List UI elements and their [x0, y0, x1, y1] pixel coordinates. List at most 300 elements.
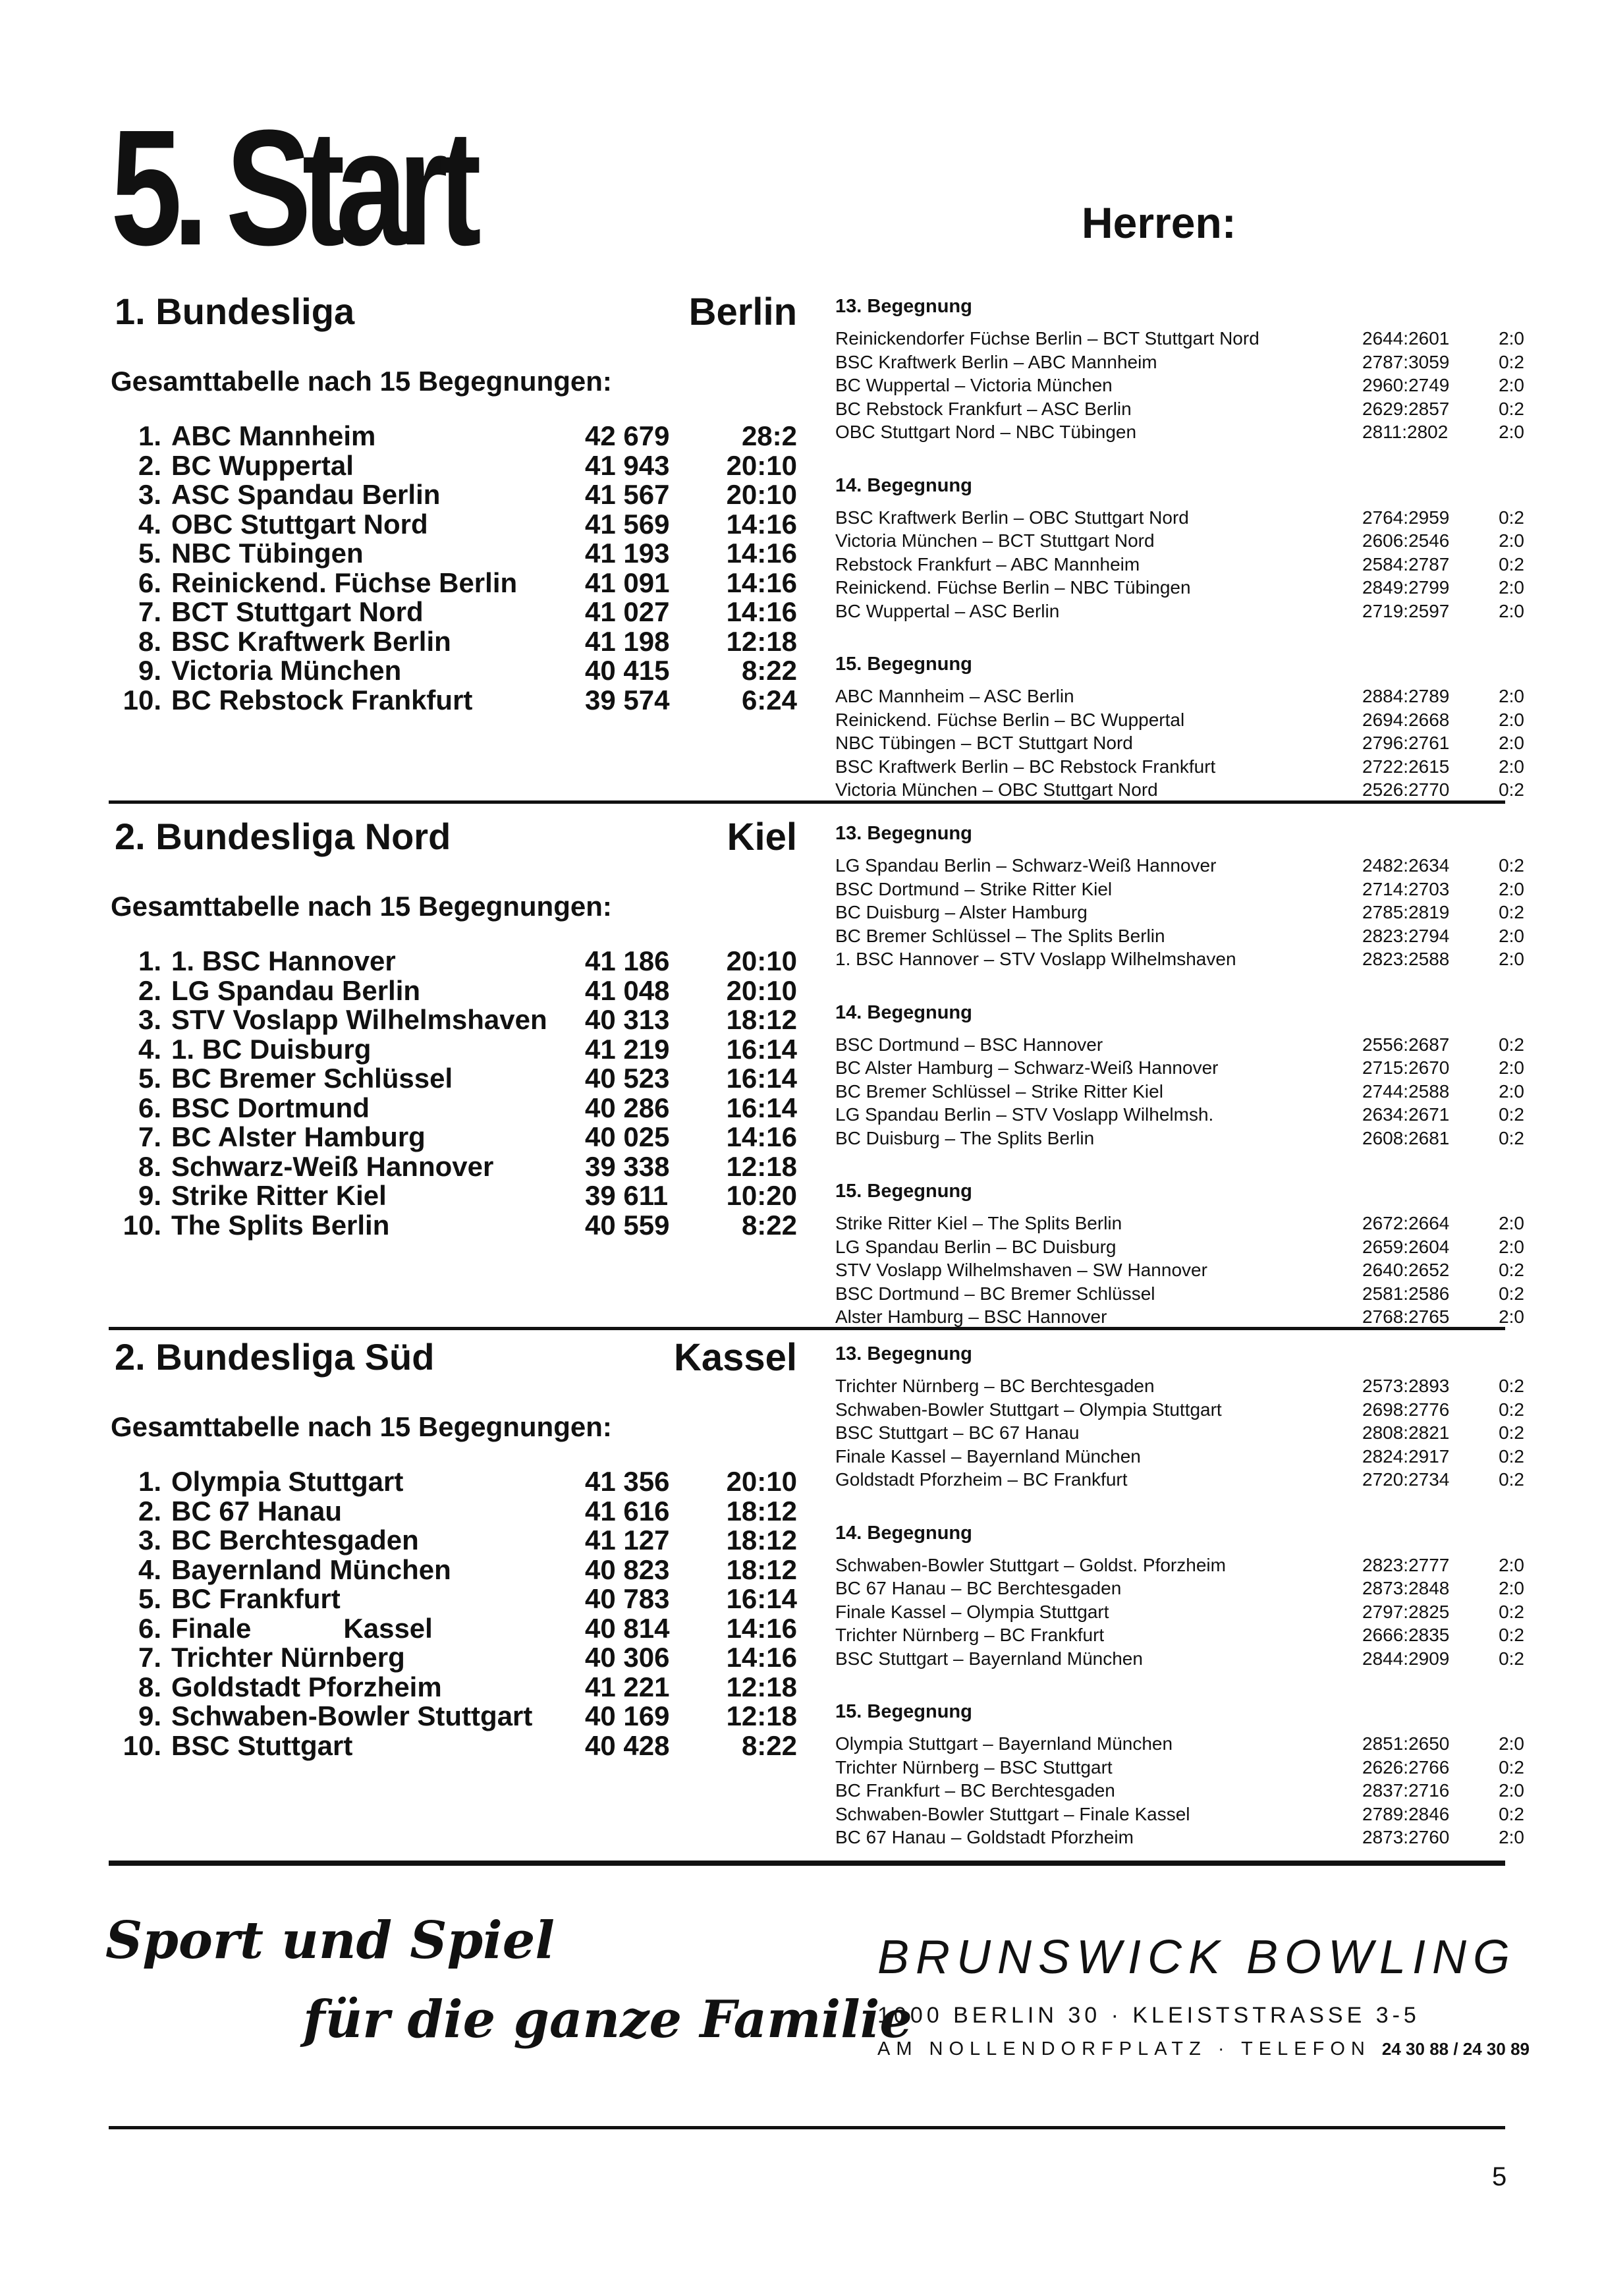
points: 8:22	[741, 1729, 797, 1761]
match-pins: 2482:2634	[1362, 855, 1450, 876]
standings-row	[105, 1211, 797, 1241]
round-title: 15. Begegnung	[835, 1181, 972, 1202]
standings-row	[105, 1497, 797, 1526]
team-name: The Splits Berlin	[171, 1209, 390, 1241]
round-title: 14. Begegnung	[835, 474, 972, 496]
points: 16:14	[726, 1583, 797, 1614]
round-block	[835, 1178, 1524, 1330]
rank: 1.	[138, 1466, 161, 1497]
match-teams: BC Bremer Schlüssel – Strike Ritter Kiel	[835, 1080, 1163, 1102]
match-result: 2:0	[1499, 1057, 1524, 1078]
match-result: 0:2	[1499, 779, 1524, 800]
rank: 3.	[138, 1525, 161, 1555]
match-result: 0:2	[1499, 1422, 1524, 1443]
points: 18:12	[726, 1525, 797, 1555]
round-title: 14. Begegnung	[835, 1522, 972, 1544]
round-block	[835, 1341, 1524, 1492]
standings-row	[105, 686, 797, 715]
match-pins: 2698:2776	[1362, 1399, 1450, 1420]
match-row	[835, 709, 1524, 733]
section-heading: Herren:	[1082, 198, 1236, 247]
team-name: BC Rebstock Frankfurt	[171, 684, 473, 715]
match-result: 0:2	[1499, 1648, 1524, 1669]
round-block	[835, 1698, 1524, 1850]
match-pins: 2719:2597	[1362, 600, 1450, 621]
match-result: 0:2	[1499, 1803, 1524, 1824]
standings-row	[105, 510, 797, 540]
match-teams: BC Duisburg – The Splits Berlin	[835, 1127, 1095, 1148]
total-pins: 40 415	[585, 655, 670, 686]
match-result: 0:2	[1499, 1376, 1524, 1396]
match-pins: 2629:2857	[1362, 398, 1450, 419]
rank: 10.	[123, 684, 161, 715]
match-row	[835, 1080, 1524, 1104]
match-pins: 2797:2825	[1362, 1601, 1450, 1622]
points: 14:16	[726, 567, 797, 598]
points: 14:16	[726, 596, 797, 627]
team-name: Schwaben-Bowler Stuttgart	[171, 1700, 533, 1731]
total-pins: 40 306	[585, 1642, 670, 1673]
match-row	[835, 530, 1524, 553]
standings-row	[105, 656, 797, 686]
team-name: BSC Dortmund	[171, 1092, 370, 1123]
total-pins: 39 338	[585, 1150, 670, 1182]
match-pins: 2764:2959	[1362, 507, 1450, 528]
standings-row	[105, 1094, 797, 1123]
match-row	[835, 685, 1524, 709]
match-teams: Schwaben-Bowler Stuttgart – Olympia Stuttgart	[835, 1399, 1222, 1420]
total-pins: 41 569	[585, 508, 670, 540]
total-pins: 41 943	[585, 449, 670, 481]
match-result: 2:0	[1499, 1827, 1524, 1847]
rank: 4.	[138, 508, 161, 540]
match-pins: 2844:2909	[1362, 1648, 1450, 1669]
round-block	[835, 651, 1524, 802]
round-block	[835, 1520, 1524, 1671]
match-row	[835, 1104, 1524, 1127]
match-pins: 2556:2687	[1362, 1034, 1450, 1055]
standings-table	[105, 422, 797, 715]
standings-row	[105, 976, 797, 1006]
match-pins: 2796:2761	[1362, 733, 1450, 753]
match-row	[835, 1469, 1524, 1492]
total-pins: 39 611	[585, 1180, 669, 1211]
match-pins: 2873:2848	[1362, 1578, 1450, 1598]
standings-row	[105, 451, 797, 481]
team-name: NBC Tübingen	[171, 538, 364, 569]
league-rounds	[835, 820, 1524, 1357]
match-result: 2:0	[1499, 1236, 1524, 1257]
match-result: 2:0	[1499, 756, 1524, 777]
standings-table	[105, 1467, 797, 1760]
round-title: 13. Begegnung	[835, 823, 972, 844]
match-teams: BC 67 Hanau – Goldstadt Pforzheim	[835, 1827, 1134, 1847]
page-number: 5	[1492, 2162, 1507, 2191]
team-name: OBC Stuttgart Nord	[171, 508, 428, 540]
standings-row	[105, 1152, 797, 1182]
match-result: 2:0	[1499, 1733, 1524, 1754]
total-pins: 40 559	[585, 1209, 670, 1241]
match-result: 0:2	[1499, 1756, 1524, 1778]
match-teams: BC 67 Hanau – BC Berchtesgaden	[835, 1578, 1122, 1598]
match-pins: 2873:2760	[1362, 1827, 1450, 1847]
total-pins: 40 169	[585, 1700, 670, 1731]
round-title: 14. Begegnung	[835, 1001, 972, 1023]
match-pins: 2720:2734	[1362, 1469, 1450, 1490]
match-pins: 2672:2664	[1362, 1213, 1450, 1233]
rank: 10.	[123, 1729, 161, 1761]
standings-row	[105, 1702, 797, 1731]
match-pins: 2715:2670	[1362, 1057, 1450, 1078]
advert-address: 1000 BERLIN 30 · KLEISTSTRASSE 3-5	[877, 2003, 1420, 2028]
league-header	[105, 1335, 797, 1395]
points: 28:2	[741, 420, 797, 451]
match-teams: Goldstadt Pforzheim – BC Frankfurt	[835, 1469, 1128, 1490]
match-pins: 2849:2799	[1362, 577, 1450, 598]
team-name: Reinickend. Füchse Berlin	[171, 567, 518, 598]
total-pins: 40 313	[585, 1004, 670, 1035]
match-result: 0:2	[1499, 1104, 1524, 1125]
round-title: 15. Begegnung	[835, 654, 972, 675]
league-header	[105, 290, 797, 349]
match-row	[835, 1733, 1524, 1756]
league-name: 1. Bundesliga	[115, 291, 355, 332]
match-result: 2:0	[1499, 577, 1524, 598]
total-pins: 40 523	[585, 1063, 670, 1094]
standings-row	[105, 947, 797, 976]
match-teams: BSC Kraftwerk Berlin – OBC Stuttgart Nord	[835, 507, 1189, 528]
points: 18:12	[726, 1495, 797, 1526]
match-teams: Schwaben-Bowler Stuttgart – Goldst. Pforzheim	[835, 1554, 1226, 1575]
match-teams: 1. BSC Hannover – STV Voslapp Wilhelmshaven	[835, 949, 1236, 969]
points: 18:12	[726, 1004, 797, 1035]
match-pins: 2584:2787	[1362, 553, 1450, 574]
match-pins: 2768:2765	[1362, 1306, 1450, 1327]
total-pins: 41 186	[585, 945, 670, 976]
round-block	[835, 293, 1524, 445]
match-teams: BC Duisburg – Alster Hamburg	[835, 902, 1088, 922]
team-name: Goldstadt Pforzheim	[171, 1671, 442, 1702]
match-pins: 2808:2821	[1362, 1422, 1450, 1443]
standings-row	[105, 1181, 797, 1211]
rank: 4.	[138, 1554, 161, 1585]
match-teams: Victoria München – BCT Stuttgart Nord	[835, 530, 1155, 551]
standings-row	[105, 1731, 797, 1761]
match-teams: BC Alster Hamburg – Schwarz-Weiß Hannover	[835, 1057, 1219, 1078]
match-row	[835, 1283, 1524, 1306]
standings-row	[105, 1643, 797, 1673]
match-pins: 2694:2668	[1362, 709, 1450, 730]
match-row	[835, 398, 1524, 422]
match-pins: 2744:2588	[1362, 1080, 1450, 1102]
advert-divider-bottom	[109, 2126, 1505, 2129]
match-pins: 2884:2789	[1362, 686, 1450, 706]
total-pins: 41 091	[585, 567, 670, 598]
match-teams: Trichter Nürnberg – BC Frankfurt	[835, 1625, 1105, 1645]
team-name: Trichter Nürnberg	[171, 1642, 405, 1673]
team-name: Strike Ritter Kiel	[171, 1180, 387, 1211]
match-result: 0:2	[1499, 553, 1524, 574]
match-row	[835, 1127, 1524, 1151]
match-row	[835, 421, 1524, 445]
match-pins: 2526:2770	[1362, 779, 1450, 800]
round-title: 13. Begegnung	[835, 1343, 972, 1364]
advert-brand: BRUNSWICK BOWLING	[877, 1931, 1517, 1984]
match-pins: 2659:2604	[1362, 1236, 1450, 1257]
match-teams: BC Rebstock Frankfurt – ASC Berlin	[835, 398, 1132, 419]
match-pins: 2823:2794	[1362, 925, 1450, 946]
points: 14:16	[726, 1121, 797, 1152]
match-result: 0:2	[1499, 1260, 1524, 1280]
match-teams: BSC Stuttgart – BC 67 Hanau	[835, 1422, 1080, 1443]
points: 16:14	[726, 1092, 797, 1123]
match-row	[835, 1624, 1524, 1648]
match-result: 0:2	[1499, 902, 1524, 922]
match-row	[835, 1601, 1524, 1625]
points: 14:16	[726, 1612, 797, 1644]
match-teams: BSC Dortmund – BC Bremer Schlüssel	[835, 1283, 1155, 1304]
match-teams: BSC Kraftwerk Berlin – BC Rebstock Frankfurt	[835, 756, 1216, 777]
total-pins: 39 574	[585, 684, 670, 715]
match-result: 0:2	[1499, 507, 1524, 528]
rank: 5.	[138, 1063, 161, 1094]
match-row	[835, 732, 1524, 756]
total-pins: 41 048	[585, 974, 670, 1006]
rank: 2.	[138, 974, 161, 1006]
points: 14:16	[726, 508, 797, 540]
match-teams: Victoria München – OBC Stuttgart Nord	[835, 779, 1158, 800]
match-result: 2:0	[1499, 709, 1524, 730]
match-row	[835, 854, 1524, 878]
match-result: 2:0	[1499, 1080, 1524, 1102]
match-row	[835, 1306, 1524, 1330]
team-name: Olympia Stuttgart	[171, 1466, 404, 1497]
match-row	[835, 925, 1524, 949]
match-result: 0:2	[1499, 1601, 1524, 1622]
match-row	[835, 1779, 1524, 1803]
standings-row	[105, 1064, 797, 1094]
total-pins: 40 814	[585, 1612, 670, 1644]
round-title: 15. Begegnung	[835, 1701, 972, 1722]
match-teams: BSC Dortmund – Strike Ritter Kiel	[835, 878, 1113, 899]
match-result: 2:0	[1499, 530, 1524, 551]
match-teams: NBC Tübingen – BCT Stuttgart Nord	[835, 733, 1133, 753]
match-teams: Finale Kassel – Bayernland München	[835, 1445, 1141, 1467]
match-result: 2:0	[1499, 1213, 1524, 1233]
standings-row	[105, 1614, 797, 1644]
total-pins: 41 219	[585, 1033, 670, 1065]
rank: 3.	[138, 479, 161, 510]
match-teams: Reinickendorfer Füchse Berlin – BCT Stuttgart Nord	[835, 328, 1259, 349]
league-city: Berlin	[688, 291, 797, 333]
standings-row	[105, 480, 797, 510]
match-row	[835, 1034, 1524, 1057]
match-teams: OBC Stuttgart Nord – NBC Tübingen	[835, 422, 1137, 442]
standings-row	[105, 539, 797, 569]
match-teams: BSC Stuttgart – Bayernland München	[835, 1648, 1143, 1669]
advert-slogan-line2: für die ganze Familie	[303, 1990, 913, 2050]
match-pins: 2789:2846	[1362, 1803, 1450, 1824]
team-name: Victoria München	[171, 655, 402, 686]
match-result: 0:2	[1499, 855, 1524, 876]
points: 18:12	[726, 1554, 797, 1585]
match-pins: 2626:2766	[1362, 1756, 1450, 1778]
match-row	[835, 948, 1524, 972]
match-teams: Reinickend. Füchse Berlin – NBC Tübingen	[835, 577, 1191, 598]
match-row	[835, 1375, 1524, 1399]
match-pins: 2785:2819	[1362, 902, 1450, 922]
team-name: ABC Mannheim	[171, 420, 376, 451]
match-pins: 2634:2671	[1362, 1104, 1450, 1125]
match-row	[835, 1212, 1524, 1236]
team-name: LG Spandau Berlin	[171, 974, 421, 1006]
points: 12:18	[726, 1671, 797, 1702]
match-pins: 2573:2893	[1362, 1376, 1450, 1396]
match-pins: 2787:3059	[1362, 351, 1450, 372]
match-teams: BSC Kraftwerk Berlin – ABC Mannheim	[835, 351, 1157, 372]
team-name: BC Berchtesgaden	[171, 1525, 419, 1555]
round-block	[835, 472, 1524, 624]
match-teams: Alster Hamburg – BSC Hannover	[835, 1306, 1107, 1327]
match-pins: 2608:2681	[1362, 1127, 1450, 1148]
standings-row	[105, 598, 797, 627]
standings-row	[105, 627, 797, 657]
total-pins: 40 025	[585, 1121, 670, 1152]
match-result: 0:2	[1499, 1445, 1524, 1467]
points: 16:14	[726, 1063, 797, 1094]
standings-row	[105, 1123, 797, 1152]
standings-row	[105, 569, 797, 598]
advert-divider-top	[109, 1861, 1505, 1866]
rank: 6.	[138, 1612, 161, 1644]
team-name: BC Frankfurt	[171, 1583, 341, 1614]
rank: 10.	[123, 1209, 161, 1241]
match-teams: BC Frankfurt – BC Berchtesgaden	[835, 1780, 1115, 1801]
total-pins: 41 127	[585, 1525, 670, 1555]
match-teams: Olympia Stuttgart – Bayernland München	[835, 1733, 1173, 1754]
total-pins: 41 221	[585, 1671, 670, 1702]
match-teams: LG Spandau Berlin – STV Voslapp Wilhelmsh.	[835, 1104, 1214, 1125]
match-teams: Finale Kassel – Olympia Stuttgart	[835, 1601, 1109, 1622]
match-row	[835, 1422, 1524, 1445]
match-result: 2:0	[1499, 1306, 1524, 1327]
match-row	[835, 576, 1524, 600]
points: 12:18	[726, 1150, 797, 1182]
team-name: BCT Stuttgart Nord	[171, 596, 424, 627]
team-name: 1. BSC Hannover	[171, 945, 396, 976]
match-row	[835, 374, 1524, 398]
match-row	[835, 1826, 1524, 1850]
match-pins: 2714:2703	[1362, 878, 1450, 899]
match-result: 2:0	[1499, 422, 1524, 442]
match-result: 2:0	[1499, 600, 1524, 621]
match-result: 2:0	[1499, 925, 1524, 946]
section-divider	[109, 1327, 1505, 1330]
total-pins: 40 286	[585, 1092, 670, 1123]
match-result: 0:2	[1499, 1469, 1524, 1490]
match-teams: BC Bremer Schlüssel – The Splits Berlin	[835, 925, 1165, 946]
rank: 7.	[138, 1642, 161, 1673]
standings-table	[105, 947, 797, 1240]
points: 8:22	[741, 655, 797, 686]
points: 14:16	[726, 1642, 797, 1673]
match-result: 0:2	[1499, 351, 1524, 372]
points: 20:10	[726, 945, 797, 976]
match-teams: Trichter Nürnberg – BSC Stuttgart	[835, 1756, 1113, 1778]
team-name: BC Bremer Schlüssel	[171, 1063, 453, 1094]
match-teams: Trichter Nürnberg – BC Berchtesgaden	[835, 1376, 1155, 1396]
match-result: 2:0	[1499, 375, 1524, 395]
team-name: BSC Kraftwerk Berlin	[171, 625, 451, 657]
standings-row	[105, 1035, 797, 1065]
total-pins: 41 198	[585, 625, 670, 657]
match-row	[835, 600, 1524, 624]
league-rounds	[835, 1341, 1524, 1878]
advert-slogan-line1: Sport und Spiel	[105, 1911, 555, 1971]
total-pins: 41 193	[585, 538, 670, 569]
points: 12:18	[726, 1700, 797, 1731]
rank: 1.	[138, 945, 161, 976]
total-pins: 41 356	[585, 1466, 670, 1497]
match-teams: Rebstock Frankfurt – ABC Mannheim	[835, 553, 1140, 574]
points: 20:10	[726, 479, 797, 510]
match-result: 2:0	[1499, 949, 1524, 969]
total-pins: 40 823	[585, 1554, 670, 1585]
match-teams: ABC Mannheim – ASC Berlin	[835, 686, 1074, 706]
round-block	[835, 820, 1524, 972]
match-result: 2:0	[1499, 1780, 1524, 1801]
total-pins: 41 027	[585, 596, 670, 627]
match-teams: STV Voslapp Wilhelmshaven – SW Hannover	[835, 1260, 1207, 1280]
match-row	[835, 1648, 1524, 1671]
match-teams: BC Wuppertal – Victoria München	[835, 375, 1113, 395]
match-teams: LG Spandau Berlin – BC Duisburg	[835, 1236, 1117, 1257]
match-row	[835, 1259, 1524, 1283]
standings-row	[105, 1673, 797, 1702]
points: 14:16	[726, 538, 797, 569]
advert-address-phone	[877, 2038, 1530, 2060]
match-pins: 2666:2835	[1362, 1625, 1450, 1645]
rank: 9.	[138, 1180, 161, 1211]
league-block	[105, 1335, 797, 1783]
league-name: 2. Bundesliga Nord	[115, 816, 451, 857]
match-pins: 2644:2601	[1362, 328, 1450, 349]
match-row	[835, 1803, 1524, 1827]
match-row	[835, 1577, 1524, 1601]
team-name: BC Alster Hamburg	[171, 1121, 426, 1152]
match-pins: 2811:2802	[1362, 422, 1449, 442]
match-result: 0:2	[1499, 1625, 1524, 1645]
standings-row	[105, 1005, 797, 1035]
league-rounds	[835, 293, 1524, 830]
match-pins: 2606:2546	[1362, 530, 1450, 551]
rank: 5.	[138, 1583, 161, 1614]
total-pins: 40 783	[585, 1583, 670, 1614]
match-pins: 2960:2749	[1362, 375, 1450, 395]
points: 12:18	[726, 625, 797, 657]
match-pins: 2640:2652	[1362, 1260, 1450, 1280]
match-row	[835, 553, 1524, 577]
match-result: 0:2	[1499, 1034, 1524, 1055]
advert-phone: 24 30 88 / 24 30 89	[1381, 2039, 1530, 2059]
match-result: 0:2	[1499, 398, 1524, 419]
rank: 1.	[138, 420, 161, 451]
rank: 3.	[138, 1004, 161, 1035]
total-pins: 41 616	[585, 1495, 670, 1526]
match-row	[835, 779, 1524, 802]
rank: 6.	[138, 1092, 161, 1123]
points: 16:14	[726, 1033, 797, 1065]
